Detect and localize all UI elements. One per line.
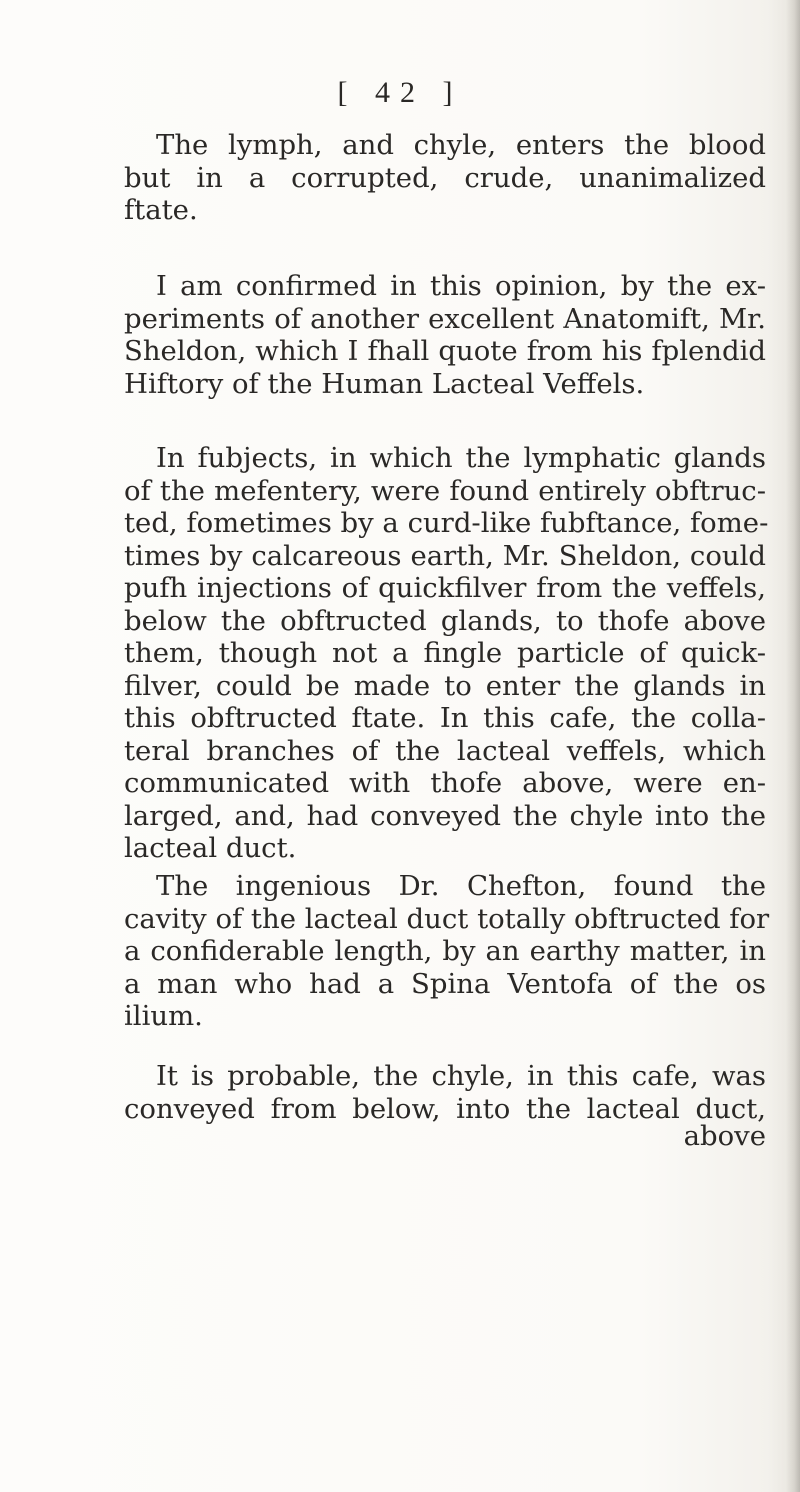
text-line: The ingenious Dr. Chefton, found the [156, 870, 766, 902]
text-line: below the obftructed glands, to thofe above [124, 604, 766, 637]
text-line: of the mefentery, were found entirely obftruc- [124, 474, 766, 507]
text-line: communicated with thofe above, were en- [124, 767, 766, 799]
text-line: a confiderable length, by an earthy matter, in [124, 935, 766, 967]
paragraph-4 [124, 870, 770, 1033]
text-line: times by calcareous earth, Mr. Sheldon, could [124, 539, 766, 572]
text-line: conveyed from below, into the lacteal duct, [124, 1092, 766, 1125]
text-line: filver, could be made to enter the glands in [124, 669, 766, 702]
text-line: them, though not a fingle particle of quick- [124, 637, 766, 669]
text-line: ilium. [124, 1000, 203, 1032]
text-line: cavity of the lacteal duct totally obftructed for [124, 902, 770, 935]
paragraph-2 [124, 270, 766, 400]
page-edge-shadow [786, 0, 800, 1492]
page-number: [ 42 ] [337, 76, 463, 109]
text-line: pufh injections of quickfilver from the veffels, [124, 572, 766, 604]
text-line: Hiftory of the Human Lacteal Veffels. [124, 367, 645, 400]
catchword: above [683, 1120, 766, 1152]
paragraph-5 [124, 1060, 766, 1125]
text-line: Sheldon, which I fhall quote from his fplendid [124, 335, 766, 367]
text-line: but in a corrupted, crude, unanimalized [124, 161, 766, 194]
text-line: I am confirmed in this opinion, by the ex- [156, 270, 766, 302]
text-line: ted, fometimes by a curd-like fubftance, fome- [124, 507, 769, 539]
text-line: In fubjects, in which the lymphatic glands [156, 442, 766, 474]
text-line: It is probable, the chyle, in this cafe, was [156, 1060, 766, 1092]
text-line: ftate. [124, 194, 198, 226]
text-line: a man who had a Spina Ventofa of the os [124, 967, 766, 1000]
text-line: The lymph, and chyle, enters the blood [156, 129, 766, 161]
text-line: lacteal duct. [124, 832, 297, 864]
text-line: this obftructed ftate. In this cafe, the colla- [124, 702, 766, 734]
text-line: larged, and, had conveyed the chyle into the [124, 799, 766, 832]
text-line: periments of another excellent Anatomift, Mr. [124, 302, 766, 335]
text-line: teral branches of the lacteal veffels, which [124, 734, 766, 767]
paragraph-1 [124, 129, 766, 227]
paragraph-3 [124, 442, 769, 865]
